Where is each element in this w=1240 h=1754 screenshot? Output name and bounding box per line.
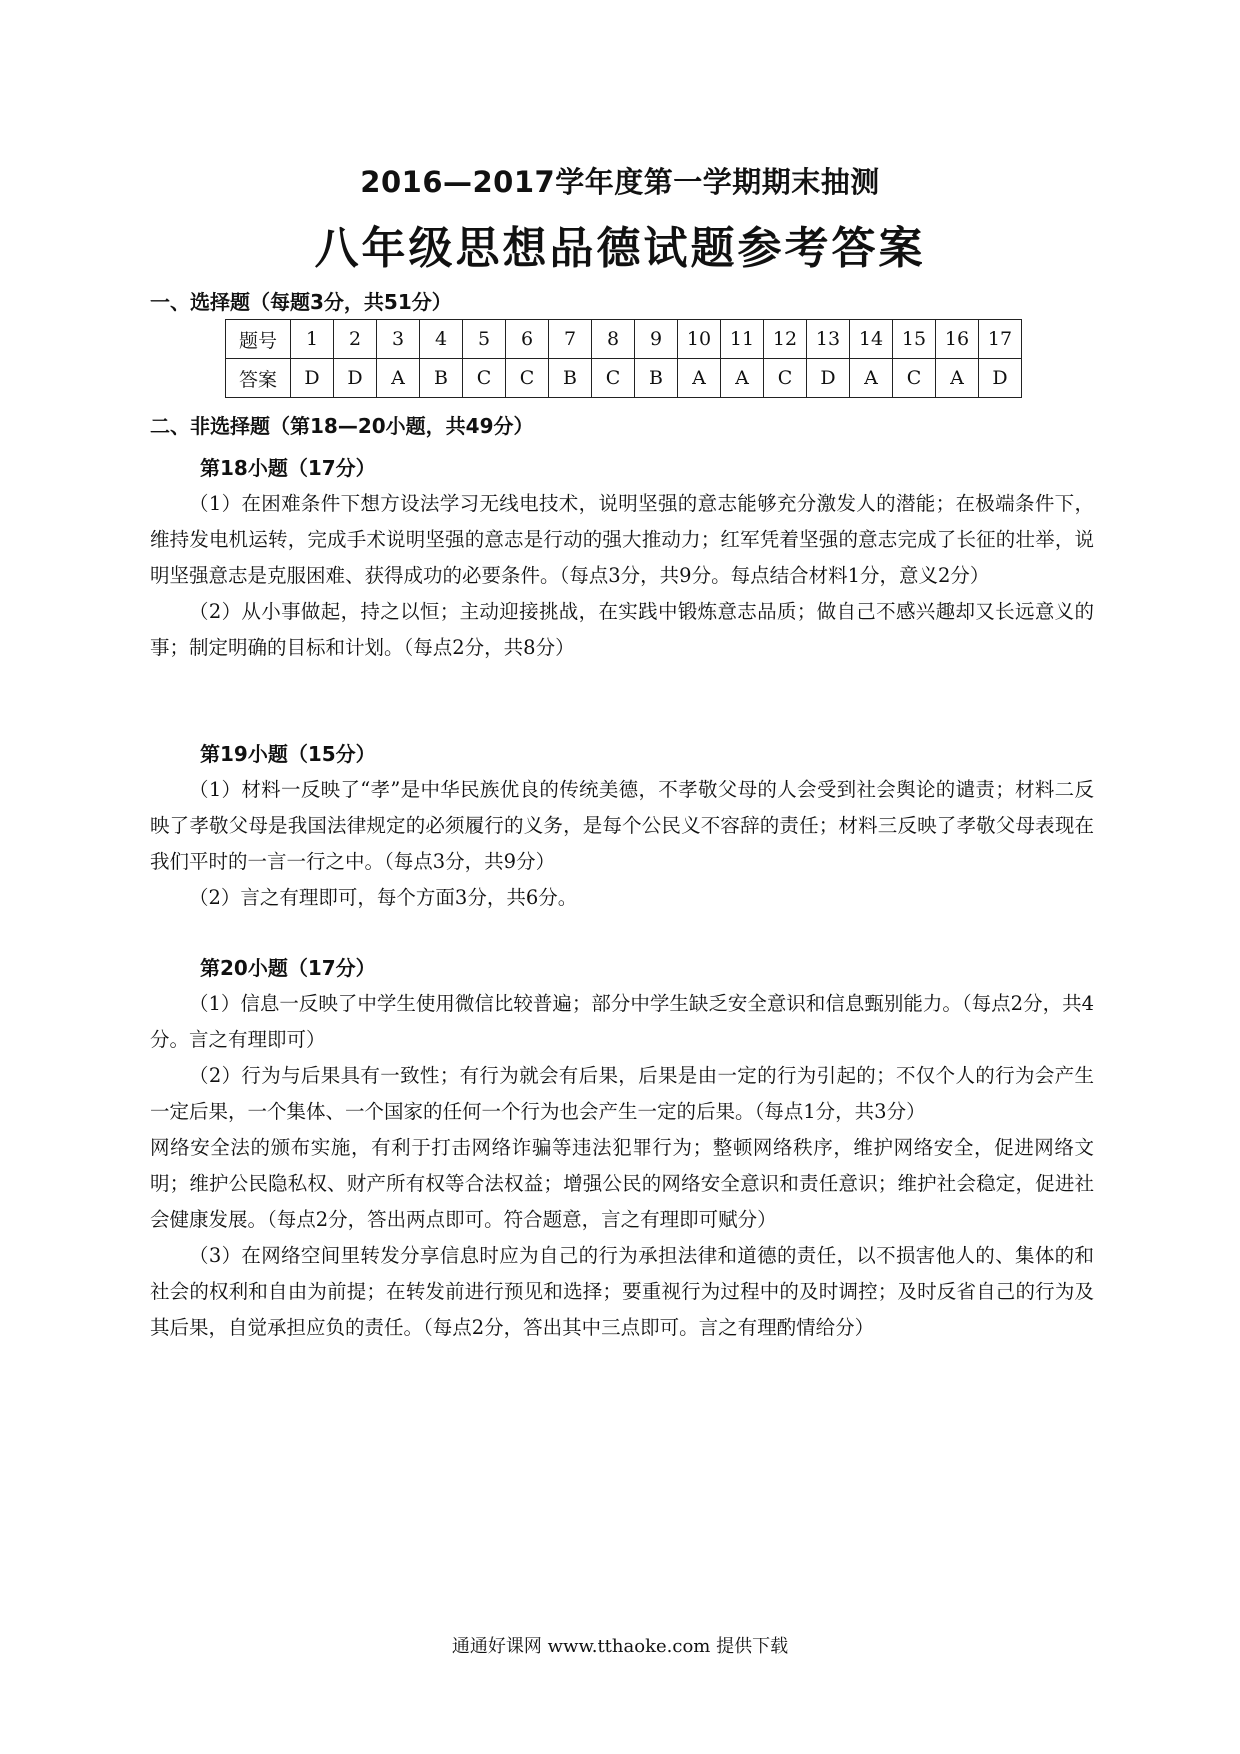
answer-cell: C — [506, 359, 549, 398]
question-number-cell: 15 — [893, 320, 936, 359]
answer-cell: A — [721, 359, 764, 398]
exam-term-title: 2016—2017学年度第一学期期末抽测 — [360, 165, 880, 199]
question-number-cell: 10 — [678, 320, 721, 359]
answer-cell: A — [377, 359, 420, 398]
answer-cell: D — [334, 359, 377, 398]
question-number-cell: 17 — [979, 320, 1022, 359]
answer-cell: B — [635, 359, 678, 398]
question-number-row — [226, 320, 1022, 359]
q18-part1: （1）在困难条件下想方设法学习无线电技术，说明坚强的意志能够充分激发人的潜能；在极端条件下，维持发电机运转，完成手术说明坚强的意志是行动的强大推动力；红军凭着坚强的意志完成了长征的壮举，说明坚强意志是克服困难、获得成功的必要条件。（每点3分，共9分。每点结合材料1分，意义2分） — [150, 492, 1094, 587]
answer-cell: D — [807, 359, 850, 398]
q20-part2: （2）行为与后果具有一致性；有行为就会有后果，后果是由一定的行为引起的；不仅个人的行为会产生一定后果，一个集体、一个国家的任何一个行为也会产生一定的后果。（每点1分，共3分） — [150, 1064, 1094, 1123]
answer-cell: A — [850, 359, 893, 398]
question-number-cell: 1 — [291, 320, 334, 359]
question-number-cell: 7 — [549, 320, 592, 359]
question-number-cell: 8 — [592, 320, 635, 359]
row-label-number: 题号 — [226, 320, 291, 359]
question-number-cell: 11 — [721, 320, 764, 359]
q19-part2: （2）言之有理即可，每个方面3分，共6分。 — [189, 886, 578, 909]
question-number-cell: 12 — [764, 320, 807, 359]
answer-cell: A — [936, 359, 979, 398]
q20-heading: 第20小题（17分） — [200, 956, 376, 980]
question-number-cell: 5 — [463, 320, 506, 359]
q18-body — [150, 486, 1094, 666]
choice-answer-table — [225, 319, 1022, 398]
question-number-cell: 16 — [936, 320, 979, 359]
row-label-answer: 答案 — [226, 359, 291, 398]
q19-part1: （1）材料一反映了“孝”是中华民族优良的传统美德，不孝敬父母的人会受到社会舆论的谴责；材料二反映了孝敬父母是我国法律规定的必须履行的义务，是每个公民义不容辞的责任；材料三反映了孝敬父母表现在我们平时的一言一行之中。（每点3分，共9分） — [150, 778, 1094, 873]
answer-cell: C — [592, 359, 635, 398]
q20-part3: （3）在网络空间里转发分享信息时应为自己的行为承担法律和道德的责任，以不损害他人的、集体的和社会的权利和自由为前提；在转发前进行预见和选择；要重视行为过程中的及时调控；及时反省自己的行为及其后果，自觉承担应负的责任。（每点2分，答出其中三点即可。言之有理酌情给分） — [150, 1244, 1094, 1339]
page-footer: 通通好课网 www.tthaoke.com 提供下载 — [451, 1636, 789, 1657]
answer-cell: C — [463, 359, 506, 398]
q20-part1: （1）信息一反映了中学生使用微信比较普遍；部分中学生缺乏安全意识和信息甄别能力。（每点2分，共4分。言之有理即可） — [150, 992, 1094, 1051]
q20-body — [150, 986, 1094, 1346]
q20-part2-continued: 网络安全法的颁布实施，有利于打击网络诈骗等违法犯罪行为；整顿网络秩序，维护网络安全，促进网络文明；维护公民隐私权、财产所有权等合法权益；增强公民的网络安全意识和责任意识；维护社会稳定，促进社会健康发展。（每点2分，答出两点即可。符合题意，言之有理即可赋分） — [150, 1136, 1094, 1231]
question-number-cell: 9 — [635, 320, 678, 359]
question-number-cell: 4 — [420, 320, 463, 359]
q19-heading: 第19小题（15分） — [200, 742, 376, 766]
section-2-heading: 二、非选择题（第18—20小题，共49分） — [150, 414, 534, 438]
answer-cell: C — [764, 359, 807, 398]
answer-cell: D — [291, 359, 334, 398]
question-number-cell: 3 — [377, 320, 420, 359]
section-1-heading: 一、选择题（每题3分，共51分） — [150, 290, 452, 314]
answer-cell: C — [893, 359, 936, 398]
document-title: 八年级思想品德试题参考答案 — [314, 223, 926, 274]
q18-part2: （2）从小事做起，持之以恒；主动迎接挑战，在实践中锻炼意志品质；做自己不感兴趣却又长远意义的事；制定明确的目标和计划。（每点2分，共8分） — [150, 600, 1094, 659]
q18-heading: 第18小题（17分） — [200, 456, 376, 480]
question-number-cell: 13 — [807, 320, 850, 359]
q19-body — [150, 772, 1094, 916]
question-number-cell: 6 — [506, 320, 549, 359]
answer-cell: D — [979, 359, 1022, 398]
question-number-cell: 2 — [334, 320, 377, 359]
answer-cell: B — [549, 359, 592, 398]
answer-cell: B — [420, 359, 463, 398]
answer-row — [226, 359, 1022, 398]
question-number-cell: 14 — [850, 320, 893, 359]
answer-cell: A — [678, 359, 721, 398]
